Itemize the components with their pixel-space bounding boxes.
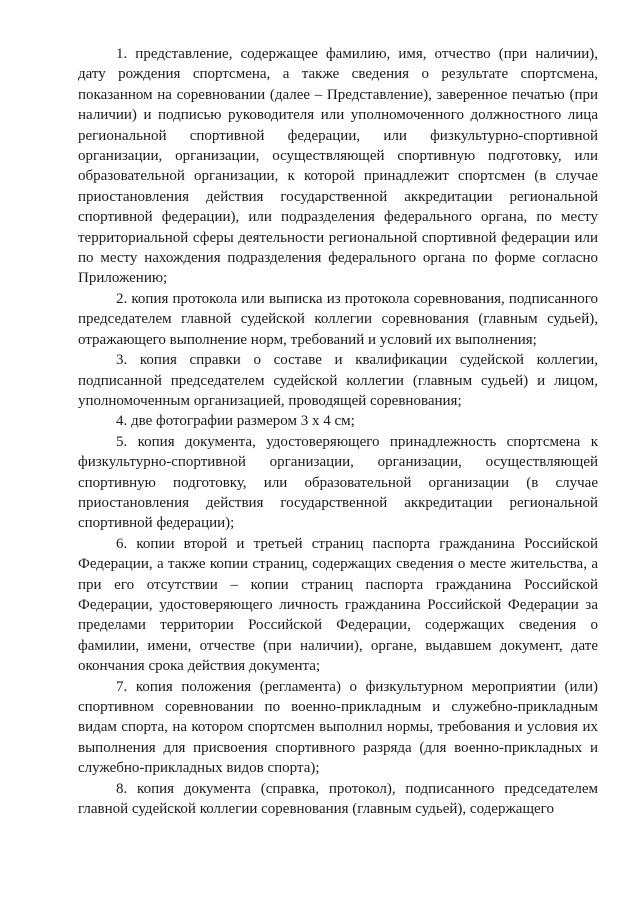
document-body — [78, 44, 598, 819]
list-item: 7. копия положения (регламента) о физкультурном мероприятии (или) спортивном соревновании по военно-прикладным и служебно-прикладным видам спорта, на котором спортсмен выполнил нормы, требования и условия их выполнения для присвоения спортивного разряда (для военно-прикладных и служебно-прикладных видов спорта); — [78, 678, 598, 777]
list-item: 2. копия протокола или выписка из протокола соревнования, подписанного председателем главной судейской коллегии соревнования (главным судьей), отражающего выполнение норм, требований и условий их выполнения; — [78, 290, 598, 348]
list-item: 5. копия документа, удостоверяющего принадлежность спортсмена к физкультурно-спортивной организации, организации, осуществляющей спортивную подготовку, или образовательной организации (в случае приостановления действия государственной аккредитации региональной спортивной федерации); — [78, 433, 598, 532]
list-item: 1. представление, содержащее фамилию, имя, отчество (при наличии), дату рождения спортсмена, а также сведения о результате спортсмена, показанном на соревновании (далее – Представление), заверенное печатью (при наличии) и подписью руководителя или уполномоченного должностного лица региональной спортивной федерации, или физкультурно-спортивной организации, организации, осуществляющей спортивную подготовку, или образовательной организации, к которой принадлежит спортсмен (в случае приостановления действия государственной аккредитации региональной спортивной федерации), или подразделения федерального органа, по месту территориальной сферы деятельности региональной спортивной федерации или по месту нахождения подразделения федерального органа по форме согласно Приложению; — [78, 46, 598, 287]
list-item: 6. копии второй и третьей страниц паспорта гражданина Российской Федерации, а также копии страниц, содержащих сведения о месте жительства, а при его отсутствии – копии страниц паспорта гражданина Российской Федерации, удостоверяющего личность гражданина Российской Федерации за пределами территории Российской Федерации, содержащих сведения о фамилии, имени, отчестве (при наличии), органе, выдавшем документ, дате окончания срока действия документа; — [78, 535, 598, 675]
list-item: 8. копия документа (справка, протокол), подписанного председателем главной судейской коллегии соревнования (главным судьей), содержащего — [78, 780, 598, 818]
list-item: 3. копия справки о составе и квалификации судейской коллегии, подписанной председателем судейской коллегии (главным судьей) и лицом, уполномоченным организацией, проводящей соревнования; — [78, 352, 598, 409]
list-item: 4. две фотографии размером 3 х 4 см; — [116, 413, 355, 430]
